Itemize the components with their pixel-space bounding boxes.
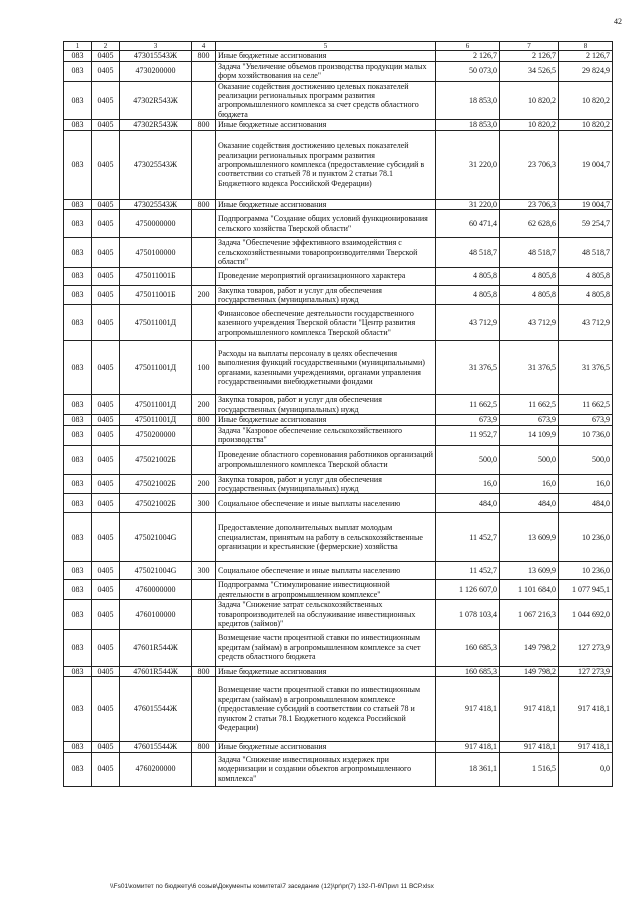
cell-amount-year-2: 1 516,5 <box>500 752 559 786</box>
cell-section-code: 0405 <box>92 61 120 81</box>
cell-target-article: 4750000000 <box>120 210 192 238</box>
cell-target-article: 475011001Б <box>120 267 192 285</box>
table-row <box>64 130 613 199</box>
cell-amount-year-1: 31 376,5 <box>436 341 500 395</box>
cell-description: Проведение мероприятий организационного характера <box>216 267 436 285</box>
cell-expense-type <box>192 600 216 629</box>
cell-amount-year-1: 31 220,0 <box>436 199 500 209</box>
cell-expense-type: 800 <box>192 742 216 752</box>
cell-amount-year-1: 4 805,8 <box>436 267 500 285</box>
cell-target-article: 475011001Д <box>120 341 192 395</box>
cell-description: Предоставление дополнительных выплат молодым специалистам, принятым на работу в сельскохозяйственные организации и крестьянские (фермерские) хозяйства <box>216 513 436 562</box>
cell-ministry-code: 083 <box>64 341 92 395</box>
cell-expense-type: 200 <box>192 395 216 415</box>
cell-ministry-code: 083 <box>64 445 92 474</box>
cell-description: Финансовое обеспечение деятельности государственного казенного учреждения Тверской области "Центр развития агропромышленного комплекса Тверской области" <box>216 305 436 341</box>
cell-target-article: 47302R543Ж <box>120 120 192 130</box>
table-row <box>64 742 613 752</box>
cell-amount-year-2: 16,0 <box>500 474 559 494</box>
cell-target-article: 476015544Ж <box>120 742 192 752</box>
cell-expense-type <box>192 629 216 666</box>
cell-target-article: 475021004G <box>120 513 192 562</box>
cell-amount-year-2: 917 418,1 <box>500 742 559 752</box>
cell-amount-year-1: 4 805,8 <box>436 285 500 305</box>
cell-target-article: 47601R544Ж <box>120 629 192 666</box>
cell-amount-year-3: 43 712,9 <box>559 305 613 341</box>
cell-amount-year-3: 4 805,8 <box>559 267 613 285</box>
cell-amount-year-3: 10 820,2 <box>559 81 613 120</box>
cell-amount-year-1: 18 853,0 <box>436 120 500 130</box>
cell-amount-year-1: 2 126,7 <box>436 51 500 61</box>
cell-section-code: 0405 <box>92 341 120 395</box>
cell-expense-type <box>192 81 216 120</box>
cell-amount-year-3: 1 077 945,1 <box>559 580 613 600</box>
cell-amount-year-1: 16,0 <box>436 474 500 494</box>
header-col-6: 6 <box>436 42 500 51</box>
table-row <box>64 600 613 629</box>
cell-amount-year-2: 31 376,5 <box>500 341 559 395</box>
cell-amount-year-1: 11 952,7 <box>436 425 500 445</box>
cell-expense-type: 800 <box>192 199 216 209</box>
cell-ministry-code: 083 <box>64 61 92 81</box>
cell-ministry-code: 083 <box>64 415 92 425</box>
cell-description: Иные бюджетные ассигнования <box>216 51 436 61</box>
cell-description: Закупка товаров, работ и услуг для обеспечения государственных (муниципальных) нужд <box>216 285 436 305</box>
cell-target-article: 475021004G <box>120 562 192 580</box>
cell-amount-year-3: 48 518,7 <box>559 238 613 267</box>
cell-description: Задача "Снижение инвестиционных издержек при модернизации и создании объектов агропромышленного комплекса" <box>216 752 436 786</box>
cell-section-code: 0405 <box>92 51 120 61</box>
header-col-3: 3 <box>120 42 192 51</box>
cell-amount-year-2: 62 628,6 <box>500 210 559 238</box>
cell-amount-year-3: 59 254,7 <box>559 210 613 238</box>
cell-amount-year-3: 10 236,0 <box>559 562 613 580</box>
cell-section-code: 0405 <box>92 395 120 415</box>
cell-section-code: 0405 <box>92 513 120 562</box>
cell-section-code: 0405 <box>92 81 120 120</box>
table-row <box>64 752 613 786</box>
table-row <box>64 580 613 600</box>
cell-expense-type: 800 <box>192 120 216 130</box>
cell-section-code: 0405 <box>92 238 120 267</box>
header-col-4: 4 <box>192 42 216 51</box>
cell-amount-year-3: 673,9 <box>559 415 613 425</box>
cell-expense-type <box>192 425 216 445</box>
cell-section-code: 0405 <box>92 666 120 676</box>
cell-target-article: 4760100000 <box>120 600 192 629</box>
cell-amount-year-3: 0,0 <box>559 752 613 786</box>
cell-expense-type <box>192 677 216 742</box>
cell-target-article: 473025543Ж <box>120 130 192 199</box>
cell-amount-year-2: 13 609,9 <box>500 562 559 580</box>
cell-section-code: 0405 <box>92 580 120 600</box>
cell-target-article: 475021002Б <box>120 445 192 474</box>
cell-target-article: 47601R544Ж <box>120 666 192 676</box>
cell-description: Иные бюджетные ассигнования <box>216 666 436 676</box>
cell-amount-year-1: 673,9 <box>436 415 500 425</box>
cell-amount-year-2: 673,9 <box>500 415 559 425</box>
cell-description: Иные бюджетные ассигнования <box>216 199 436 209</box>
cell-target-article: 4760000000 <box>120 580 192 600</box>
cell-description: Задача "Увеличение объемов производства продукции малых форм хозяйствования на селе" <box>216 61 436 81</box>
cell-amount-year-3: 10 820,2 <box>559 120 613 130</box>
table-header-row <box>64 42 613 51</box>
cell-target-article: 4730200000 <box>120 61 192 81</box>
table-row <box>64 629 613 666</box>
cell-target-article: 473025543Ж <box>120 199 192 209</box>
cell-section-code: 0405 <box>92 742 120 752</box>
cell-expense-type <box>192 61 216 81</box>
cell-amount-year-3: 19 004,7 <box>559 199 613 209</box>
cell-ministry-code: 083 <box>64 51 92 61</box>
cell-target-article: 473015543Ж <box>120 51 192 61</box>
cell-target-article: 475021002Б <box>120 474 192 494</box>
file-path-footer: \\Fs01\комитет по бюджету\6 созыв\Документы комитета\7 заседание (12)\pr\pr(7) 132-П-6\Прил 11 ВСР.xlsx <box>110 883 434 890</box>
cell-ministry-code: 083 <box>64 305 92 341</box>
cell-amount-year-3: 19 004,7 <box>559 130 613 199</box>
cell-amount-year-1: 18 853,0 <box>436 81 500 120</box>
cell-description: Проведение областного соревнования работников организаций агропромышленного комплекса Тверской области <box>216 445 436 474</box>
table-row <box>64 81 613 120</box>
cell-amount-year-2: 917 418,1 <box>500 677 559 742</box>
cell-amount-year-2: 2 126,7 <box>500 51 559 61</box>
cell-expense-type: 300 <box>192 494 216 513</box>
cell-target-article: 4760200000 <box>120 752 192 786</box>
cell-amount-year-3: 917 418,1 <box>559 742 613 752</box>
cell-expense-type: 300 <box>192 562 216 580</box>
cell-ministry-code: 083 <box>64 199 92 209</box>
table-row <box>64 425 613 445</box>
cell-description: Социальное обеспечение и иные выплаты населению <box>216 494 436 513</box>
header-col-2: 2 <box>92 42 120 51</box>
cell-ministry-code: 083 <box>64 81 92 120</box>
cell-description: Возмещение части процентной ставки по инвестиционным кредитам (займам) в агропромышленном комплексе за счет средств областного бюджета <box>216 629 436 666</box>
cell-description: Задача "Снижение затрат сельскохозяйственных товаропроизводителей на обслуживание инвестиционных кредитов (займов)" <box>216 600 436 629</box>
cell-amount-year-1: 11 452,7 <box>436 513 500 562</box>
cell-amount-year-2: 23 706,3 <box>500 199 559 209</box>
cell-amount-year-1: 31 220,0 <box>436 130 500 199</box>
cell-section-code: 0405 <box>92 752 120 786</box>
cell-amount-year-3: 2 126,7 <box>559 51 613 61</box>
cell-ministry-code: 083 <box>64 267 92 285</box>
cell-target-article: 475011001Б <box>120 285 192 305</box>
cell-amount-year-1: 60 471,4 <box>436 210 500 238</box>
cell-section-code: 0405 <box>92 474 120 494</box>
table-row <box>64 445 613 474</box>
cell-target-article: 47302R543Ж <box>120 81 192 120</box>
cell-amount-year-1: 11 662,5 <box>436 395 500 415</box>
table-row <box>64 267 613 285</box>
cell-section-code: 0405 <box>92 629 120 666</box>
table-row <box>64 494 613 513</box>
cell-amount-year-3: 11 662,5 <box>559 395 613 415</box>
cell-section-code: 0405 <box>92 199 120 209</box>
cell-amount-year-2: 4 805,8 <box>500 267 559 285</box>
cell-ministry-code: 083 <box>64 752 92 786</box>
cell-description: Иные бюджетные ассигнования <box>216 415 436 425</box>
header-col-8: 8 <box>559 42 613 51</box>
cell-amount-year-2: 149 798,2 <box>500 666 559 676</box>
cell-section-code: 0405 <box>92 210 120 238</box>
cell-amount-year-1: 11 452,7 <box>436 562 500 580</box>
cell-amount-year-2: 484,0 <box>500 494 559 513</box>
cell-expense-type <box>192 445 216 474</box>
cell-target-article: 475011001Д <box>120 305 192 341</box>
cell-target-article: 4750100000 <box>120 238 192 267</box>
cell-ministry-code: 083 <box>64 666 92 676</box>
cell-amount-year-3: 16,0 <box>559 474 613 494</box>
cell-target-article: 476015544Ж <box>120 677 192 742</box>
cell-ministry-code: 083 <box>64 285 92 305</box>
cell-section-code: 0405 <box>92 425 120 445</box>
cell-amount-year-1: 18 361,1 <box>436 752 500 786</box>
cell-description: Задача "Казровое обеспечение сельскохозяйственного производства" <box>216 425 436 445</box>
cell-description: Подпрограмма "Стимулирование инвестиционной деятельности в агропромышленном комплексе" <box>216 580 436 600</box>
cell-ministry-code: 083 <box>64 600 92 629</box>
table-row <box>64 51 613 61</box>
cell-expense-type: 100 <box>192 341 216 395</box>
cell-description: Закупка товаров, работ и услуг для обеспечения государственных (муниципальных) нужд <box>216 395 436 415</box>
table-row <box>64 513 613 562</box>
cell-amount-year-3: 10 236,0 <box>559 513 613 562</box>
cell-amount-year-3: 917 418,1 <box>559 677 613 742</box>
cell-amount-year-3: 127 273,9 <box>559 629 613 666</box>
cell-amount-year-3: 127 273,9 <box>559 666 613 676</box>
cell-amount-year-2: 34 526,5 <box>500 61 559 81</box>
cell-amount-year-1: 160 685,3 <box>436 629 500 666</box>
cell-section-code: 0405 <box>92 445 120 474</box>
cell-expense-type <box>192 513 216 562</box>
cell-description: Возмещение части процентной ставки по инвестиционным кредитам (займам) в агропромышленном комплексе (предоставление субсидий в соответствии со статьей 78 и пунктом 2 статьи 78.1 Бюджетного кодекса Российской Федерации) <box>216 677 436 742</box>
cell-target-article: 4750200000 <box>120 425 192 445</box>
cell-amount-year-1: 48 518,7 <box>436 238 500 267</box>
cell-amount-year-1: 917 418,1 <box>436 742 500 752</box>
cell-amount-year-2: 500,0 <box>500 445 559 474</box>
cell-amount-year-2: 4 805,8 <box>500 285 559 305</box>
cell-amount-year-1: 1 078 103,4 <box>436 600 500 629</box>
cell-ministry-code: 083 <box>64 425 92 445</box>
cell-amount-year-2: 1 101 684,0 <box>500 580 559 600</box>
cell-section-code: 0405 <box>92 120 120 130</box>
cell-target-article: 475011001Д <box>120 415 192 425</box>
cell-expense-type: 800 <box>192 666 216 676</box>
cell-amount-year-3: 484,0 <box>559 494 613 513</box>
cell-description: Социальное обеспечение и иные выплаты населению <box>216 562 436 580</box>
table-row <box>64 562 613 580</box>
cell-amount-year-2: 13 609,9 <box>500 513 559 562</box>
cell-ministry-code: 083 <box>64 562 92 580</box>
table-row <box>64 666 613 676</box>
cell-section-code: 0405 <box>92 677 120 742</box>
cell-amount-year-2: 14 109,9 <box>500 425 559 445</box>
cell-ministry-code: 083 <box>64 238 92 267</box>
cell-amount-year-2: 23 706,3 <box>500 130 559 199</box>
cell-ministry-code: 083 <box>64 580 92 600</box>
cell-expense-type: 800 <box>192 51 216 61</box>
table-row <box>64 61 613 81</box>
cell-expense-type <box>192 267 216 285</box>
cell-section-code: 0405 <box>92 130 120 199</box>
table-row <box>64 199 613 209</box>
cell-amount-year-1: 50 073,0 <box>436 61 500 81</box>
cell-amount-year-1: 500,0 <box>436 445 500 474</box>
cell-section-code: 0405 <box>92 415 120 425</box>
cell-section-code: 0405 <box>92 285 120 305</box>
header-col-5: 5 <box>216 42 436 51</box>
table-row <box>64 120 613 130</box>
cell-amount-year-2: 11 662,5 <box>500 395 559 415</box>
table-row <box>64 341 613 395</box>
cell-expense-type <box>192 580 216 600</box>
budget-table <box>63 41 613 787</box>
header-col-7: 7 <box>500 42 559 51</box>
table-row <box>64 677 613 742</box>
cell-ministry-code: 083 <box>64 742 92 752</box>
cell-expense-type: 200 <box>192 474 216 494</box>
cell-section-code: 0405 <box>92 600 120 629</box>
table-row <box>64 285 613 305</box>
cell-ministry-code: 083 <box>64 474 92 494</box>
cell-expense-type <box>192 238 216 267</box>
cell-amount-year-1: 917 418,1 <box>436 677 500 742</box>
cell-ministry-code: 083 <box>64 677 92 742</box>
cell-amount-year-3: 10 736,0 <box>559 425 613 445</box>
cell-amount-year-3: 1 044 692,0 <box>559 600 613 629</box>
cell-section-code: 0405 <box>92 267 120 285</box>
cell-amount-year-2: 10 820,2 <box>500 120 559 130</box>
cell-description: Иные бюджетные ассигнования <box>216 742 436 752</box>
cell-expense-type <box>192 305 216 341</box>
header-col-1: 1 <box>64 42 92 51</box>
cell-description: Оказание содействия достижению целевых показателей реализации региональных программ развития агропромышленного комплекса (предоставление субсидий в соответствии со статьей 78 и пунктом 2 статьи 78.1 Бюджетного кодекса Российской Федерации) <box>216 130 436 199</box>
table-row <box>64 415 613 425</box>
cell-amount-year-3: 4 805,8 <box>559 285 613 305</box>
cell-ministry-code: 083 <box>64 120 92 130</box>
cell-amount-year-1: 1 126 607,0 <box>436 580 500 600</box>
cell-description: Задача "Обеспечение эффективного взаимодействия с сельскохозяйственными товаропроизводителями Тверской области" <box>216 238 436 267</box>
cell-amount-year-2: 1 067 216,3 <box>500 600 559 629</box>
cell-description: Расходы на выплаты персоналу в целях обеспечения выполнения функций государственными (муниципальными) органами, казенными учреждениями, органами управления государственными внебюджетными фондами <box>216 341 436 395</box>
cell-ministry-code: 083 <box>64 494 92 513</box>
cell-description: Оказание содействия достижению целевых показателей реализации региональных программ развития агропромышленного комплекса за счет средств областного бюджета <box>216 81 436 120</box>
cell-expense-type: 200 <box>192 285 216 305</box>
cell-expense-type <box>192 210 216 238</box>
cell-amount-year-2: 149 798,2 <box>500 629 559 666</box>
table-row <box>64 210 613 238</box>
cell-section-code: 0405 <box>92 494 120 513</box>
cell-target-article: 475011001Д <box>120 395 192 415</box>
cell-amount-year-1: 160 685,3 <box>436 666 500 676</box>
cell-amount-year-3: 31 376,5 <box>559 341 613 395</box>
cell-expense-type <box>192 752 216 786</box>
cell-ministry-code: 083 <box>64 395 92 415</box>
cell-ministry-code: 083 <box>64 629 92 666</box>
cell-description: Закупка товаров, работ и услуг для обеспечения государственных (муниципальных) нужд <box>216 474 436 494</box>
cell-amount-year-1: 484,0 <box>436 494 500 513</box>
cell-target-article: 475021002Б <box>120 494 192 513</box>
cell-description: Подпрограмма "Создание общих условий функционирования сельского хозяйства Тверской области" <box>216 210 436 238</box>
cell-amount-year-2: 10 820,2 <box>500 81 559 120</box>
cell-section-code: 0405 <box>92 305 120 341</box>
cell-amount-year-3: 500,0 <box>559 445 613 474</box>
cell-amount-year-2: 48 518,7 <box>500 238 559 267</box>
cell-expense-type <box>192 130 216 199</box>
table-row <box>64 238 613 267</box>
page-number: 42 <box>614 17 622 26</box>
cell-amount-year-3: 29 824,9 <box>559 61 613 81</box>
cell-section-code: 0405 <box>92 562 120 580</box>
table-row <box>64 395 613 415</box>
cell-expense-type: 800 <box>192 415 216 425</box>
cell-amount-year-1: 43 712,9 <box>436 305 500 341</box>
table-row <box>64 305 613 341</box>
cell-ministry-code: 083 <box>64 210 92 238</box>
table-row <box>64 474 613 494</box>
cell-amount-year-2: 43 712,9 <box>500 305 559 341</box>
cell-ministry-code: 083 <box>64 513 92 562</box>
cell-description: Иные бюджетные ассигнования <box>216 120 436 130</box>
cell-ministry-code: 083 <box>64 130 92 199</box>
